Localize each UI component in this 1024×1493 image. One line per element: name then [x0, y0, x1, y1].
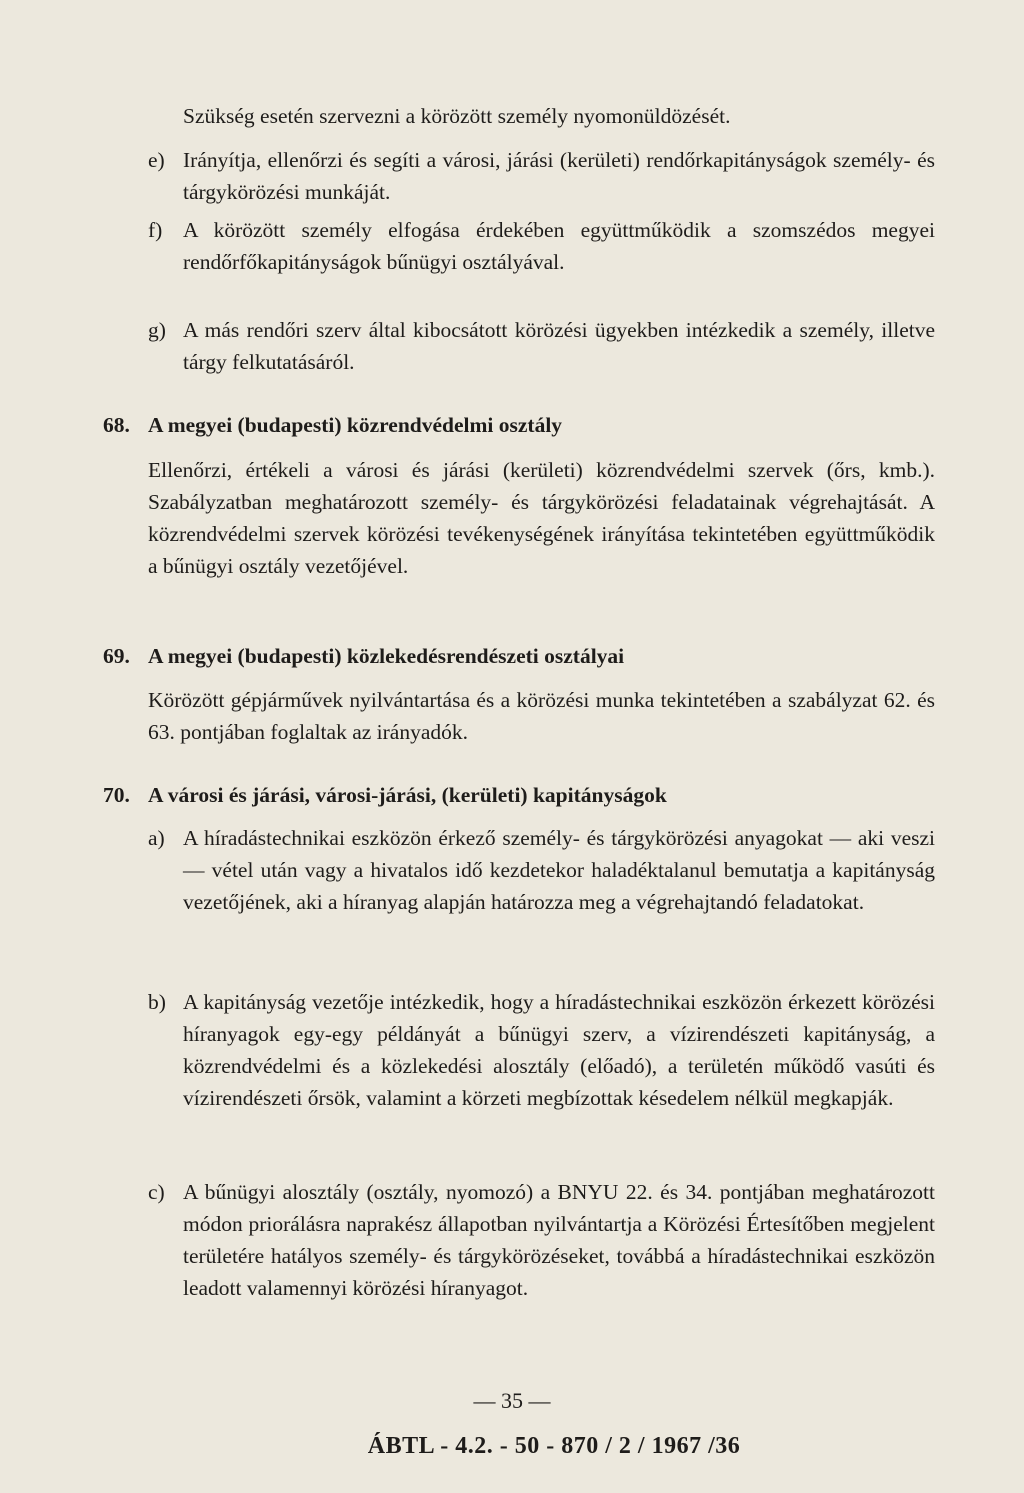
section-heading: [103, 409, 935, 441]
item-label: e): [148, 148, 165, 172]
page-number: — 35 —: [473, 1388, 551, 1413]
list-item: [148, 144, 935, 208]
item-text: A bűnügyi alosztály (osztály, nyomozó) a BNYU 22. és 34. pontjában meghatározott módon priorálásra naprakész állapotban nyilvántartja a Körözési Értesítőben megjelent területére hatályos személy- és tárgykörözéseket, továbbá a híradástechnikai eszközön leadott valamennyi körözési híranyagot.: [183, 1180, 935, 1300]
item-text: A más rendőri szerv által kibocsátott körözési ügyekben intézkedik a személy, illetve tárgy felkutatásáról.: [183, 318, 935, 374]
section-title: A megyei (budapesti) közlekedésrendészeti osztályai: [148, 644, 625, 668]
section-title: A városi és járási, városi-járási, (kerületi) kapitányságok: [148, 783, 667, 807]
item-label: g): [148, 318, 166, 342]
item-text: Irányítja, ellenőrzi és segíti a városi, járási (kerületi) rendőrkapitányságok személy- és tárgykörözési munkáját.: [183, 148, 935, 204]
item-text: A híradástechnikai eszközön érkező személy- és tárgykörözési anyagokat — aki veszi — vétel után vagy a hivatalos idő kezdetekor haladéktalanul bemutatja a kapitányság vezetőjének, aki a híranyag alapján határozza meg a végrehajtandó feladatokat.: [183, 826, 935, 914]
item-label: b): [148, 990, 166, 1014]
intro-text: Szükség esetén szervezni a körözött személy nyomonüldözését.: [183, 104, 731, 128]
item-label: f): [148, 218, 163, 242]
section-title: A megyei (budapesti) közrendvédelmi osztály: [148, 413, 563, 437]
list-item: [148, 314, 935, 378]
section-paragraph: Körözött gépjárművek nyilvántartása és a körözési munka tekintetében a szabályzat 62. és 63. pontjában foglaltak az irányadók.: [148, 688, 935, 744]
section-heading: [103, 779, 935, 811]
list-item: [148, 822, 935, 918]
list-item: [148, 1176, 935, 1304]
intro-line: [183, 100, 935, 132]
section-number: 68.: [103, 413, 130, 437]
item-text: A körözött személy elfogása érdekében együttműködik a szomszédos megyei rendőrfőkapitányságok bűnügyi osztályával.: [183, 218, 935, 274]
list-item: [148, 986, 935, 1114]
item-text: A kapitányság vezetője intézkedik, hogy a híradástechnikai eszközön érkezett körözési híranyagok egy-egy példányát a bűnügyi szerv, a vízirendészeti kapitányság, a közrendvédelmi és a közlekedési alosztály (előadó), a területén működő vasúti és vízirendészeti őrsök, valamint a körzeti megbízottak késedelem nélkül megkapják.: [183, 990, 935, 1110]
section-number: 70.: [103, 783, 130, 807]
list-item: [148, 214, 935, 278]
section-paragraph: Ellenőrzi, értékeli a városi és járási (kerületi) közrendvédelmi szervek (őrs, kmb.). Szabályzatban meghatározott személy- és tárgykörözési feladatainak végrehajtását. A közrendvédelmi szervek körözési tevékenységének irányítása tekintetében együttműködik a bűnügyi osztály vezetőjével.: [148, 458, 935, 578]
item-label: c): [148, 1180, 165, 1204]
section-number: 69.: [103, 644, 130, 668]
archive-reference: ÁBTL - 4.2. - 50 - 870 / 2 / 1967 /36: [367, 1433, 741, 1459]
item-label: a): [148, 826, 165, 850]
section-heading: [103, 640, 935, 672]
